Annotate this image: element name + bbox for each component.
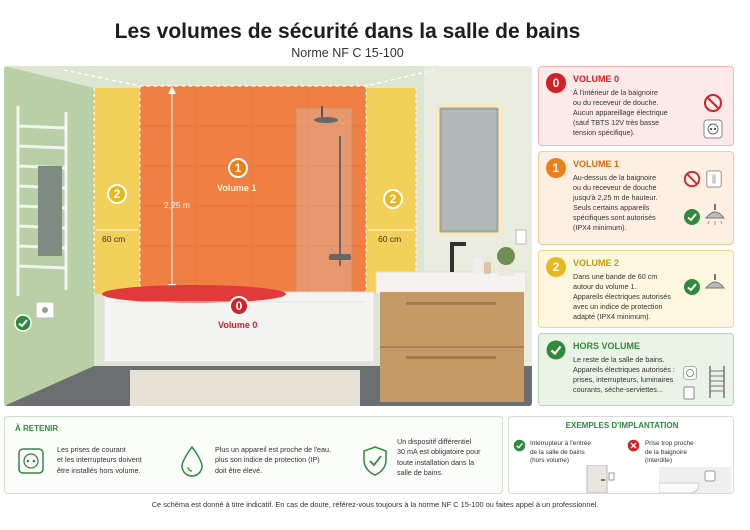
tap bbox=[450, 242, 454, 272]
check-icon bbox=[513, 439, 526, 452]
forbidden-icon bbox=[683, 170, 701, 188]
card-hors-volume bbox=[538, 333, 734, 406]
exemples-box bbox=[508, 416, 734, 494]
volume-1-label: Volume 1 bbox=[217, 183, 257, 193]
width-right-dimension-label: 60 cm bbox=[378, 234, 402, 244]
volume-2-right-badge: 2 bbox=[383, 189, 403, 209]
height-dimension-label: 2,25 m bbox=[164, 200, 190, 210]
card-volume-1-badge: 1 bbox=[546, 158, 566, 178]
ceiling-light-icon bbox=[703, 204, 727, 226]
check-icon bbox=[14, 314, 32, 332]
card-volume-1-title: VOLUME 1 bbox=[573, 159, 620, 169]
footnote: Ce schéma est donné à titre indicatif. En cas de doute, référez-vous toujours à la norme NF C 15-100 ou faites appel à un professionnel. bbox=[151, 500, 599, 509]
switch-icon bbox=[705, 170, 723, 188]
width-left-dimension-label: 60 cm bbox=[102, 234, 126, 244]
door-switch-illustration bbox=[585, 465, 615, 493]
exemples-title: EXEMPLES D'IMPLANTATION bbox=[565, 421, 679, 430]
retenir-title: À RETENIR bbox=[15, 424, 59, 433]
volume-0-badge: 0 bbox=[229, 296, 249, 316]
towel bbox=[38, 166, 62, 256]
card-volume-1-text: Au-dessus de la baignoire ou du receveur de douche jusqu'à 2,25 m de hauteur. Seuls certains appareils spécifiques sont autorisés (IPX4 minimum). bbox=[573, 173, 658, 232]
socket-icon bbox=[683, 366, 697, 380]
retenir-item-1: Les prises de courant et les interrupteurs doivent être installés hors volume. bbox=[57, 445, 142, 475]
retenir-item-3: Un dispositif différentiel 30 mA est obligatoire pour toute installation dans la salle de bains. bbox=[397, 437, 481, 478]
check-icon bbox=[546, 340, 566, 360]
towel-rail-icon bbox=[707, 364, 727, 400]
water-drop-icon bbox=[179, 445, 205, 477]
forbidden-icon bbox=[703, 93, 723, 113]
card-volume-0-badge: 0 bbox=[546, 73, 566, 93]
check-icon bbox=[683, 208, 701, 226]
shower-head bbox=[314, 117, 338, 123]
card-volume-0-text: À l'intérieur de la baignoire ou du receveur de douche. Aucun appareillage électrique (sauf TBTS 12V très basse tension spécifique). bbox=[573, 88, 668, 137]
shield-check-icon bbox=[361, 445, 389, 477]
volume-2-left-badge: 2 bbox=[107, 184, 127, 204]
card-hors-volume-text: Le reste de la salle de bains. Appareils électriques autorisés : prises, interrupteurs, luminaires courants, sèche-serviettes... bbox=[573, 355, 675, 394]
card-volume-2-badge: 2 bbox=[546, 257, 566, 277]
cross-icon bbox=[627, 439, 640, 452]
card-volume-1 bbox=[538, 151, 734, 245]
socket-icon bbox=[17, 447, 45, 475]
bathroom-scene bbox=[4, 66, 532, 406]
socket-icon bbox=[703, 119, 723, 139]
wall-switch bbox=[516, 230, 526, 244]
retenir-item-2: Plus un appareil est proche de l'eau, plus son indice de protection (IP) doit être élevé. bbox=[215, 445, 332, 475]
exemple-ko-text: Prise trop proche de la baignoire (interdite) bbox=[645, 440, 694, 465]
volume-0-label: Volume 0 bbox=[218, 320, 258, 330]
card-volume-2-title: VOLUME 2 bbox=[573, 258, 620, 268]
shower-glass bbox=[296, 108, 352, 296]
page-subtitle: Norme NF C 15-100 bbox=[291, 46, 404, 60]
check-icon bbox=[683, 278, 701, 296]
ceiling-light-icon bbox=[703, 274, 727, 296]
bath-mat bbox=[130, 370, 360, 406]
bathroom-illustration bbox=[4, 66, 532, 406]
card-hors-volume-title: HORS VOLUME bbox=[573, 341, 641, 351]
page-title: Les volumes de sécurité dans la salle de bains bbox=[114, 20, 581, 43]
switch-icon bbox=[683, 386, 695, 400]
retenir-box bbox=[4, 416, 503, 494]
volume-0-water bbox=[102, 285, 286, 303]
exemple-ok-text: Interrupteur à l'entrée de la salle de bains (hors volume) bbox=[530, 440, 591, 465]
bathtub-socket-illustration bbox=[659, 467, 731, 493]
card-volume-2 bbox=[538, 250, 734, 328]
volume-1-badge: 1 bbox=[228, 158, 248, 178]
card-volume-0 bbox=[538, 66, 734, 146]
card-volume-2-text: Dans une bande de 60 cm autour du volume 1. Appareils électriques autorisés avec un indice de protection adapté (IPX4 minimum). bbox=[573, 272, 671, 321]
card-volume-0-title: VOLUME 0 bbox=[573, 74, 620, 84]
